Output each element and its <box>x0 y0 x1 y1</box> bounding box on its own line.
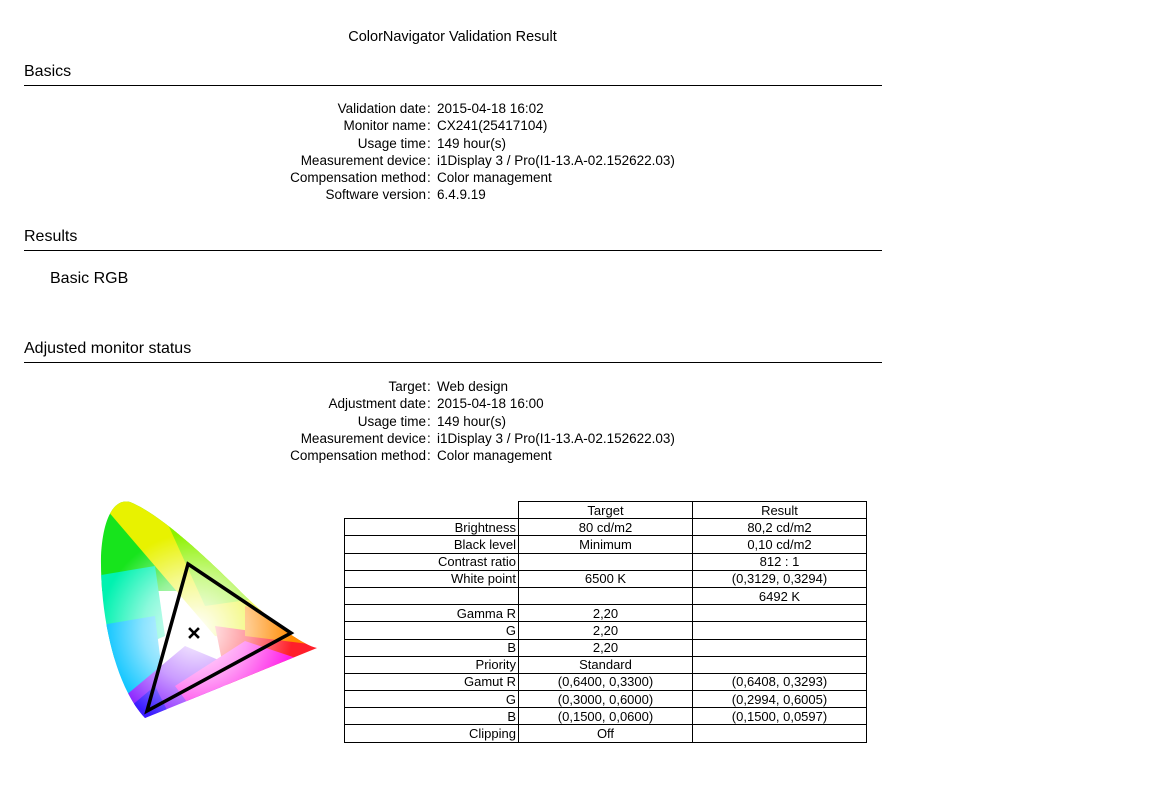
result-cell <box>693 605 867 622</box>
target-cell: Minimum <box>519 536 693 553</box>
result-cell: (0,6408, 0,3293) <box>693 673 867 690</box>
row-label: Gamut R <box>345 673 519 690</box>
row-label: Contrast ratio <box>345 553 519 570</box>
target-cell: 2,20 <box>519 639 693 656</box>
target-cell <box>519 553 693 570</box>
info-value: Color management <box>437 448 552 464</box>
section-heading-adjusted: Adjusted monitor status <box>24 340 882 363</box>
adjusted-info <box>0 378 905 464</box>
result-cell: (0,2994, 0,6005) <box>693 691 867 708</box>
info-label: Measurement device <box>300 152 426 168</box>
info-value: 149 hour(s) <box>437 135 507 151</box>
info-value: 6.4.9.19 <box>437 187 486 203</box>
row-label: Gamma R <box>345 605 519 622</box>
info-value: i1Display 3 / Pro(I1-13.A-02.152622.03) <box>437 152 675 168</box>
info-row: Measurement device : i1Display 3 / Pro(I1-13.A-02.152622.03) <box>0 152 905 169</box>
table-row <box>345 605 867 622</box>
info-label: Usage time <box>357 413 426 429</box>
row-label: G <box>345 622 519 639</box>
section-heading-results: Results <box>24 228 882 251</box>
info-value: Web design <box>437 379 509 394</box>
table-corner <box>345 502 519 519</box>
info-value: CX241(25417104) <box>437 118 548 134</box>
info-row: Usage time : 149 hour(s) <box>0 135 905 152</box>
info-row: Validation date : 2015-04-18 16:02 <box>0 100 905 117</box>
info-row: Compensation method : Color management <box>0 169 905 186</box>
result-cell: 6492 K <box>693 587 867 604</box>
target-cell: 2,20 <box>519 622 693 639</box>
info-label: Monitor name <box>343 118 426 134</box>
table-row <box>345 553 867 570</box>
row-label: Priority <box>345 656 519 673</box>
result-cell: (0,1500, 0,0597) <box>693 708 867 725</box>
table-row <box>345 691 867 708</box>
table-row <box>345 725 867 742</box>
target-cell: (0,6400, 0,3300) <box>519 673 693 690</box>
results-subheading: Basic RGB <box>50 270 129 287</box>
info-row: Usage time : 149 hour(s) <box>0 413 905 430</box>
column-header-target: Target <box>519 502 693 519</box>
info-value: 149 hour(s) <box>437 413 507 429</box>
table-row <box>345 673 867 690</box>
row-label: White point <box>345 570 519 587</box>
target-cell: Off <box>519 725 693 742</box>
result-cell: (0,3129, 0,3294) <box>693 570 867 587</box>
table-row <box>345 587 867 604</box>
row-label: Brightness <box>345 519 519 536</box>
info-value: 2015-04-18 16:02 <box>437 101 544 116</box>
target-cell: (0,3000, 0,6000) <box>519 691 693 708</box>
info-label: Adjustment date <box>328 396 426 412</box>
table-row <box>345 656 867 673</box>
basics-info <box>0 100 905 204</box>
row-label: Black level <box>345 536 519 553</box>
info-row: Adjustment date : 2015-04-18 16:00 <box>0 395 905 412</box>
info-row: Compensation method : Color management <box>0 447 905 464</box>
spectral-locus <box>95 496 325 726</box>
row-label: G <box>345 691 519 708</box>
info-label: Validation date <box>337 101 426 116</box>
row-label: B <box>345 639 519 656</box>
result-cell: 812 : 1 <box>693 553 867 570</box>
info-label: Target <box>388 379 426 394</box>
table-row <box>345 622 867 639</box>
result-cell <box>693 639 867 656</box>
table-header-row <box>345 502 867 519</box>
section-heading-basics: Basics <box>24 63 882 86</box>
info-label: Compensation method <box>290 448 426 464</box>
result-cell: 80,2 cd/m2 <box>693 519 867 536</box>
target-cell: 6500 K <box>519 570 693 587</box>
info-row: Measurement device : i1Display 3 / Pro(I1-13.A-02.152622.03) <box>0 430 905 447</box>
target-cell <box>519 587 693 604</box>
result-cell <box>693 656 867 673</box>
info-value: 2015-04-18 16:00 <box>437 396 544 412</box>
table-row <box>345 639 867 656</box>
info-row: Software version : 6.4.9.19 <box>0 186 905 203</box>
table-row <box>345 708 867 725</box>
cie-chromaticity-diagram-icon <box>95 496 325 726</box>
table-row <box>345 519 867 536</box>
target-cell: Standard <box>519 656 693 673</box>
result-cell <box>693 622 867 639</box>
info-label: Usage time <box>357 135 426 151</box>
report-title: ColorNavigator Validation Result <box>348 29 557 45</box>
table-row <box>345 570 867 587</box>
result-cell <box>693 725 867 742</box>
info-row: Monitor name : CX241(25417104) <box>0 117 905 134</box>
target-cell: 2,20 <box>519 605 693 622</box>
result-cell: 0,10 cd/m2 <box>693 536 867 553</box>
target-cell: 80 cd/m2 <box>519 519 693 536</box>
table-row <box>345 536 867 553</box>
column-header-result: Result <box>693 502 867 519</box>
info-label: Compensation method <box>290 170 426 186</box>
row-label: Clipping <box>345 725 519 742</box>
info-value: Color management <box>437 170 552 186</box>
info-value: i1Display 3 / Pro(I1-13.A-02.152622.03) <box>437 430 675 446</box>
info-row: Target : Web design <box>0 378 905 395</box>
row-label: B <box>345 708 519 725</box>
info-label: Measurement device <box>300 430 426 446</box>
results-table <box>344 501 867 743</box>
row-label <box>345 587 519 604</box>
info-label: Software version <box>325 187 426 203</box>
target-cell: (0,1500, 0,0600) <box>519 708 693 725</box>
